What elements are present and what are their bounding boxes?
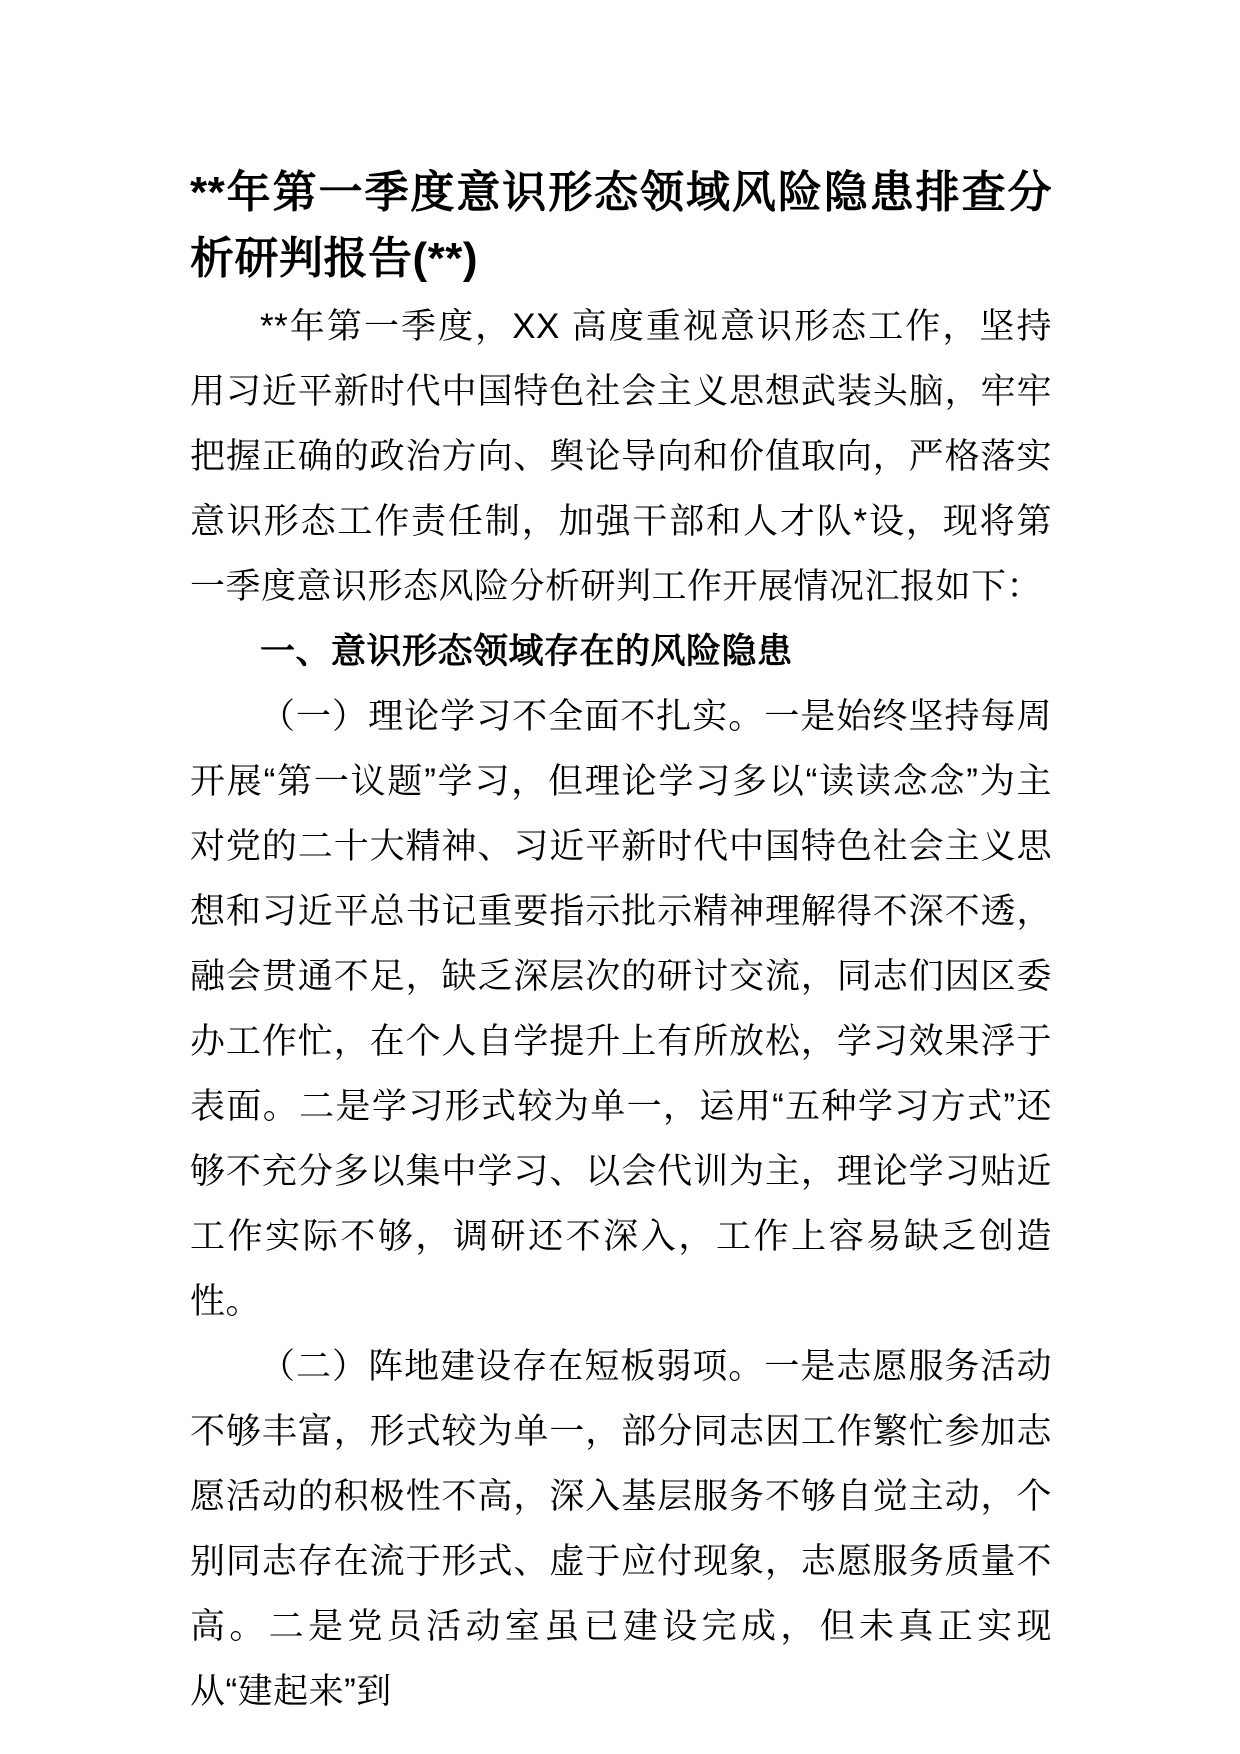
document-title: **年第一季度意识形态领域风险隐患排查分析研判报告(**) xyxy=(190,168,1052,283)
paragraph-section-1-item-2: （二）阵地建设存在短板弱项。一是志愿服务活动不够丰富，形式较为单一，部分同志因工作繁忙参加志愿活动的积极性不高，深入基层服务不够自觉主动，个别同志存在流于形式、虚于应付现象，志愿服务质量不高。二是党员活动室虽已建设完成，但未真正实现从“建起来”到 xyxy=(190,1347,1052,1711)
intro-paragraph: **年第一季度，XX 高度重视意识形态工作，坚持用习近平新时代中国特色社会主义思想武装头脑，牢牢把握正确的政治方向、舆论导向和价值取向，严格落实意识形态工作责任制，加强干部和人才队*设，现将第一季度意识形态风险分析研判工作开展情况汇报如下： xyxy=(190,307,1052,606)
section-heading-1: 一、意识形态领域存在的风险隐患 xyxy=(260,632,793,671)
document-content xyxy=(190,160,1052,1724)
paragraph-section-1-item-1: （一）理论学习不全面不扎实。一是始终坚持每周开展“第一议题”学习，但理论学习多以“读读念念”为主对党的二十大精神、习近平新时代中国特色社会主义思想和习近平总书记重要指示批示精神理解得不深不透，融会贯通不足，缺乏深层次的研讨交流，同志们因区委办工作忙，在个人自学提升上有所放松，学习效果浮于表面。二是学习形式较为单一，运用“五种学习方式”还够不充分多以集中学习、以会代训为主，理论学习贴近工作实际不够，调研还不深入，工作上容易缺乏创造性。 xyxy=(190,697,1052,1321)
